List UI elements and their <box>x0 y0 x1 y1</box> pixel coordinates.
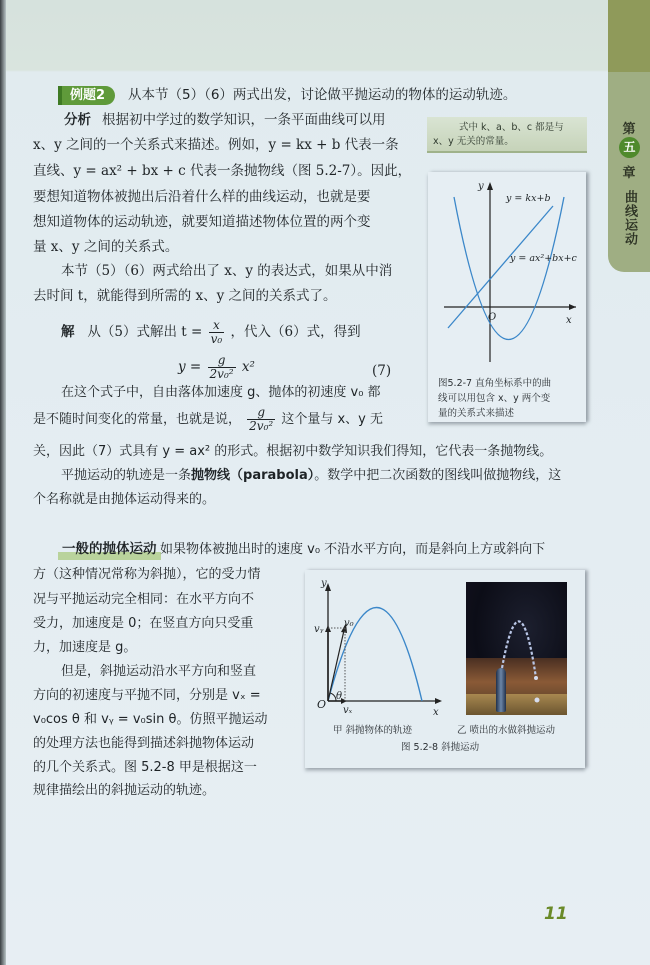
solution-line: 关，因此（7）式具有 y = ax² 的形式。根据初中数学知识我们得知，它代表一条抛物线。 <box>33 444 553 459</box>
body-line: 方向的初速度与平抛不同，分别是 vₓ = <box>33 688 261 703</box>
analysis-line: x、y 之间的一个关系式来描述。例如，y = kx + b 代表一条 <box>33 137 399 153</box>
margin-note <box>427 117 587 153</box>
figure-caption-line: 线可以用包含 x、y 两个变 <box>438 393 551 404</box>
fraction-x-over-v0: $\frac{x}{\text{v₀}}$ <box>210 318 223 346</box>
margin-note-line: x、y 无关的常量。 <box>433 136 514 147</box>
body-line: 的几个关系式。图 5.2-8 甲是根据这一 <box>33 760 257 775</box>
solution-line: 在这个式子中，自由落体加速度 g、抛体的初速度 v₀ 都 <box>61 385 381 400</box>
x-axis-label: x <box>566 315 572 326</box>
example-badge: 例题2 <box>58 86 115 105</box>
y-axis-label: y <box>478 181 484 192</box>
origin-label: O <box>488 312 497 323</box>
solution-label: 解 <box>61 324 75 340</box>
analysis-line: 根据初中学过的数学知识，一条平面曲线可以用 <box>102 112 386 128</box>
section-heading: 一般的抛体运动 <box>58 540 161 560</box>
analysis-line: 去时间 t，就能得到所需的 x、y 之间的关系式了。 <box>33 288 337 304</box>
analysis-line: 要想知道物体被抛出后沿着什么样的曲线运动，也就是要 <box>33 189 371 205</box>
body-line: 力，加速度是 g。 <box>33 640 137 655</box>
body-line: 规律描绘出的斜抛运动的轨迹。 <box>33 783 216 798</box>
solution-line-1 <box>61 317 361 347</box>
solution-line: 个名称就是由抛体运动得来的。 <box>33 492 216 507</box>
sub-caption-a: 甲 斜抛物体的轨迹 <box>333 725 413 736</box>
body-line: 如果物体被抛出时的速度 v₀ 不沿水平方向，而是斜向上方或斜向下 <box>160 542 546 557</box>
body-line: 受力，加速度是 0；在竖直方向只受重 <box>33 616 254 631</box>
analysis-line: 直线、y = ax² + bx + c 代表一条抛物线（图 5.2-7）。因此， <box>33 163 412 179</box>
chapter-number-badge: 五 <box>619 137 640 158</box>
chapter-suffix: 章 <box>622 166 636 181</box>
fraction-g-over-2v0sq: $\frac{g}{\text{2v₀²}}$ <box>209 353 234 381</box>
solution-line-5: 平抛运动的轨迹是一条抛物线（parabola）。数学中把二次函数的图线叫做抛物线，这 <box>61 468 562 483</box>
fraction-g-over-2v0sq-inline: $\frac{g}{\text{2v₀²}}$ <box>249 405 274 433</box>
body-line: v₀cos θ 和 vᵧ = v₀sin θ。仿照平抛运动 <box>33 712 268 727</box>
vy-label: vᵧ <box>314 624 324 635</box>
y-axis-label: y <box>321 578 327 589</box>
figure-caption-line: 量的关系式来描述 <box>438 408 515 419</box>
figure-caption: 图 5.2-8 斜抛运动 <box>401 742 480 753</box>
origin-label: O <box>317 698 327 711</box>
parabola-equation-label: y = ax²+bx+c <box>510 253 577 264</box>
chapter-tab-band <box>608 0 650 72</box>
body-line: 况与平抛运动完全相同：在水平方向不 <box>33 592 255 607</box>
line-equation-label: y = kx+b <box>506 193 551 204</box>
term-parabola: 抛物线（parabola） <box>191 468 315 483</box>
water-arc <box>466 582 567 715</box>
water-fountain-photo <box>466 582 567 715</box>
chapter-tab <box>608 0 650 272</box>
analysis-line: 本节（5）（6）两式给出了 x、y 的表达式，如果从中消 <box>61 263 393 279</box>
solution-line-3: 是不随时间变化的常量，也就是说， $\frac{g}{\text{2v₀²}}$ 这个量与 x、y 无 <box>33 405 383 433</box>
figure-caption-line: 图5.2-7 直角坐标系中的曲 <box>438 378 552 389</box>
solution-text: ，代入（6）式，得到 <box>230 324 361 340</box>
analysis-line: 量 x、y 之间的关系式。 <box>33 239 179 255</box>
figure-5-2-7 <box>428 172 586 422</box>
x-axis-label: x <box>433 707 439 718</box>
solution-text: 从（5）式解出 t = <box>87 324 203 340</box>
equation-7: y = $\frac{g}{\text{2v₀²}}$ x² <box>178 353 255 381</box>
body-line: 方（这种情况常称为斜抛），它的受力情 <box>33 567 261 582</box>
sub-caption-b: 乙 喷出的水做斜抛运动 <box>457 725 556 736</box>
page-edge-shadow <box>0 0 6 965</box>
page-number: 11 <box>544 904 568 924</box>
example-prompt: 从本节（5）（6）两式出发，讨论做平抛运动的物体的运动轨迹。 <box>128 87 517 103</box>
v0-label: v₀ <box>344 618 354 629</box>
body-line: 的处理方法也能得到描述斜抛物体运动 <box>33 736 255 751</box>
chapter-title: 曲线运动 <box>622 190 637 246</box>
body-line: 但是，斜抛运动沿水平方向和竖直 <box>61 664 257 679</box>
analysis-label: 分析 <box>64 112 91 128</box>
vx-label: vₓ <box>343 705 353 716</box>
margin-note-line: 式中 k、a、b、c 都是与 <box>459 122 564 133</box>
chapter-prefix: 第 <box>622 122 636 137</box>
analysis-line: 想知道物体的运动轨迹，就要知道描述物体位置的两个变 <box>33 214 371 230</box>
equation-number: (7) <box>372 363 392 379</box>
theta-label: θ <box>336 691 343 702</box>
